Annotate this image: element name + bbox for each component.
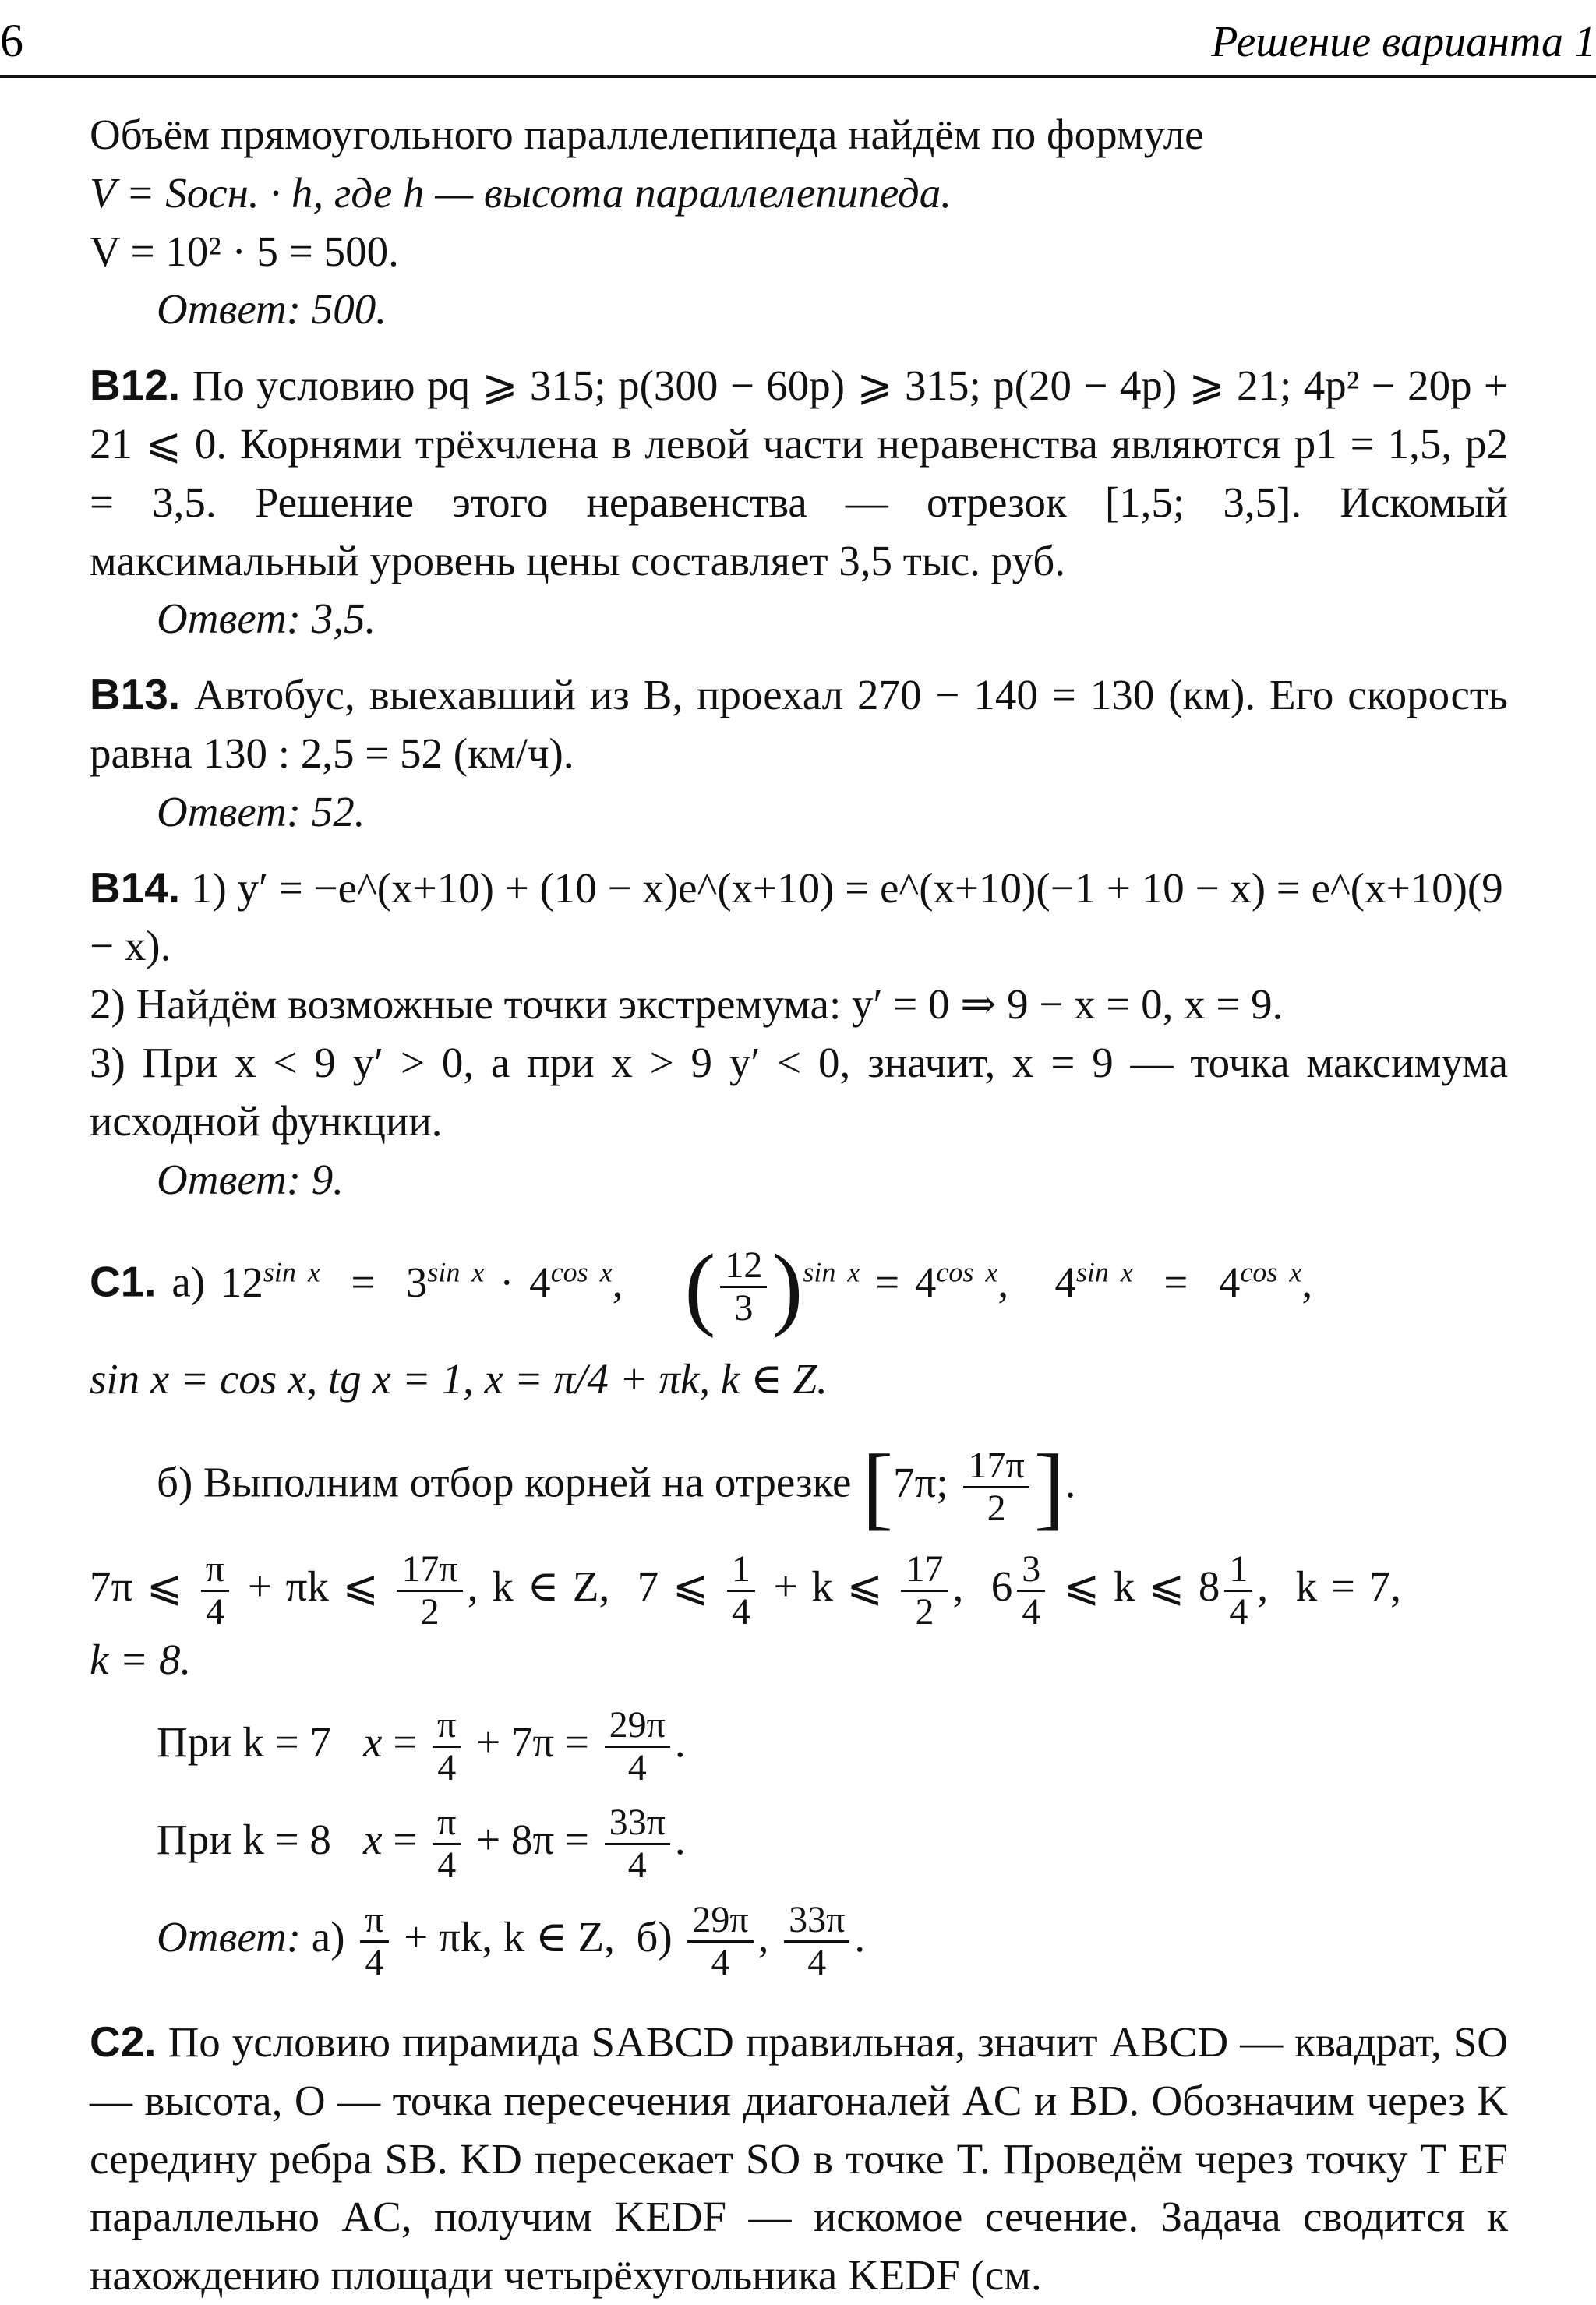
problem-label: B12. [90,361,181,410]
part-b-intro: б) Выполним отбор корней на отрезке [157,1458,852,1506]
page-number: 6 [0,15,23,66]
spacer [90,1982,1508,2013]
math-line: При k = 8 x = $\frac{\pi}{4}$ + 8π = $\frac{33\pi}{4}$ . [157,1801,686,1886]
answer: Ответ: 500. [157,285,387,334]
problem-b12 [90,356,1508,590]
formula-line: V = Sосн. · h, где h — высота параллелепипеда. [90,168,952,217]
answer-label: Ответ: [157,1913,302,1961]
problem-text: 1) y′ = −e^(x+10) + (10 − x)e^(x+10) = e^(x+10)(−1 + 10 − x) = e^(x+10)(9 − x). [90,863,1503,970]
text-line: 2) Найдём возможные точки экстремума: y′ = 0 ⇒ 9 − x = 0, x = 9. [90,980,1284,1029]
problem-label: C1. [90,1257,157,1306]
problem-b13 [90,665,1508,783]
spacer [90,842,1508,859]
spacer [90,648,1508,665]
text-line: Объём прямоугольного параллелепипеда найдём по формуле [90,111,1204,158]
text-line: 3) При x < 9 y′ > 0, а при x > 9 y′ < 0, значит, x = 9 — точка максимума исходной функции. [90,1038,1508,1145]
problem-text: Автобус, выехавший из B, проехал 270 − 140 = 130 (км). Его скорость равна 130 : 2,5 = 52 (км/ч). [90,671,1508,777]
page-body [90,106,1508,2305]
answer: Ответ: 3,5. [157,595,376,643]
answer: Ответ: 9. [157,1155,344,1203]
math-line: При k = 7 x = $\frac{\pi}{4}$ + 7π = $\frac{29\pi}{4}$ . [157,1703,686,1788]
spacer [90,1409,1508,1440]
math-expr: $12^{sin x} = 3^{sin x} \cdot 4^{cos x}$, ( $\frac{12}{3}$ )$^{sin x} = 4^{cos x}$, $4^{sin x} = 4^{cos x}$, [220,1234,1313,1339]
case-label: При k = 7 [157,1718,331,1767]
problem-label: B13. [90,670,181,719]
problem-label: B14. [90,863,181,912]
answer: Ответ: а) $\frac{\pi}{4}$ + πk, k ∈ Z, б) $\frac{29\pi}{4}$ , $\frac{33\pi}{4}$ . [157,1898,866,1983]
problem-c1 [90,1234,1508,1339]
formula-line: sin x = cos x, tg x = 1, x = π/4 + πk, k ∈ Z. [90,1355,828,1403]
text-line [90,1435,1508,1539]
spacer [90,1534,1508,1551]
page-header [0,0,1596,78]
case-label: При k = 8 [157,1816,331,1864]
math-expr: [7π; $\frac{17\pi}{2}$ ]. [862,1435,1076,1539]
spacer [90,339,1508,356]
math-line: k = 8. [90,1636,192,1684]
problem-c2 [90,2013,1508,2305]
problem-b14 [90,859,1508,976]
running-title: Решение варианта 1 [1211,18,1596,66]
formula-line: V = 10² · 5 = 500. [90,227,399,275]
spacer [90,1787,1508,1804]
problem-text: По условию пирамида SABCD правильная, значит ABCD — квадрат, SO — высота, O — точка пересечения диагоналей AC и BD. Обозначим через K середину ребра SB. KD пересекает SO в точке T. Проведём через точку T EF параллельно AC, получим KEDF — искомое сечение. Задача сводится к нахождению площади четырёхугольника KEDF (см. [90,2017,1508,2300]
answer: Ответ: 52. [157,787,365,835]
spacer [90,1689,1508,1707]
part-label: а) [171,1258,206,1306]
math-line: 7π ⩽ $\frac{\pi}{4}$ + πk ⩽ $\frac{17\pi}{2}$ , k ∈ Z, 7 ⩽ $\frac{1}{4}$ + k ⩽ $\frac{17}{2}$ , 6 $\frac{3}{4}$ ⩽ k ⩽ 8 $\frac{1}{4}$ , k = 7, [90,1548,1401,1633]
problem-text: По условию pq ⩾ 315; p(300 − 60p) ⩾ 315; p(20 − 4p) ⩾ 21; 4p² − 20p + 21 ⩽ 0. Корнями трёхчлена в левой части неравенства являются p1 = 1,5, p2 = 3,5. Решение этого неравенства — отрезок [1,5; 3,5]. Искомый максимальный уровень цены составляет 3,5 тыс. руб. [90,362,1508,584]
problem-label: C2. [90,2017,157,2066]
